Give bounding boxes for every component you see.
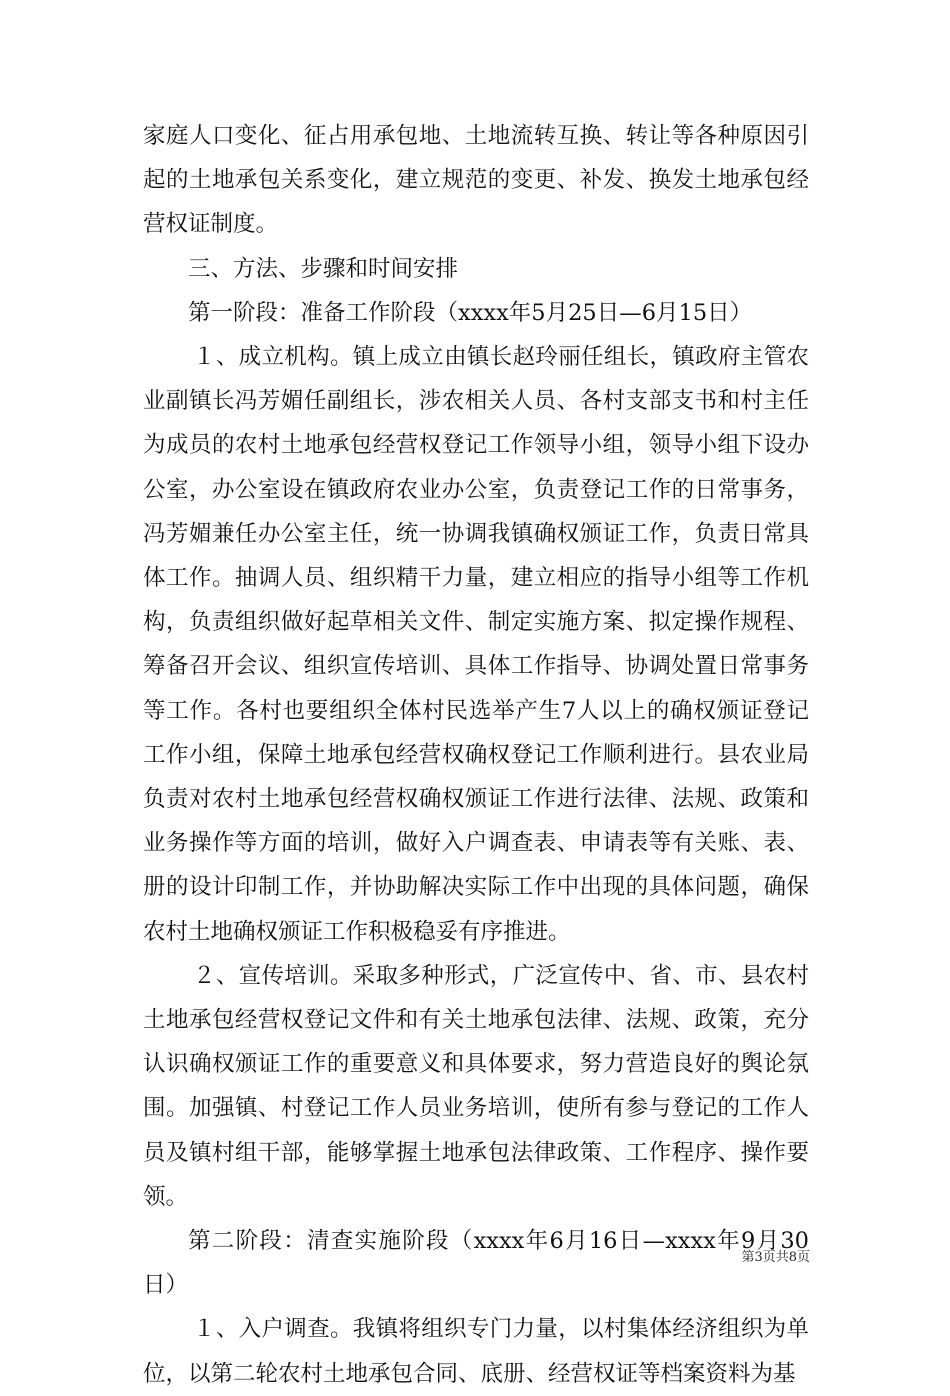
paragraph-establish-organization: １、成立机构。镇上成立由镇长赵玲丽任组长，镇政府主管农业副镇长冯芳媚任副组长，涉农相关人员、各村支部支书和村主任为成员的农村土地承包经营权登记工作领导小组，领导小组下设办公室，办公室设在镇政府农业办公室，负责登记工作的日常事务，冯芳媚兼任办公室主任，统一协调我镇确权颁证工作，负责日常具体工作。抽调人员、组织精干力量，建立相应的指导小组等工作机构，负责组织做好起草相关文件、制定实施方案、拟定操作规程、筹备召开会议、组织宣传培训、具体工作指导、协调处置日常事务等工作。各村也要组织全体村民选举产生7人以上的确权颁证登记工作小组，保障土地承包经营权确权登记工作顺利进行。县农业局负责对农村土地承包经营权确权颁证工作进行法律、法规、政策和业务操作等方面的培训，做好入户调查表、申请表等有关账、表、册的设计印制工作，并协助解决实际工作中出现的具体问题，确保农村土地确权颁证工作积极稳妥有序推进。	[143, 344, 809, 945]
paragraph-publicity-training: ２、宣传培训。采取多种形式，广泛宣传中、省、市、县农村土地承包经营权登记文件和有关土地承包法律、法规、政策，充分认识确权颁证工作的重要意义和具体要求，努力营造良好的舆论氛围。加强镇、村登记工作人员业务培训，使所有参与登记的工作人员及镇村组干部，能够掌握土地承包法律政策、工作程序、操作要领。	[143, 962, 809, 1210]
paragraph-household-survey: １、入户调查。我镇将组织专门力量，以村集体经济组织为单位，以第二轮农村土地承包合同、底册、经营权证等档案资料为基	[143, 1316, 809, 1387]
stage-one-heading: 第一阶段：准备工作阶段（xxxx年5月25日—6月15日）	[188, 299, 753, 326]
paragraph-continuation: 家庭人口变化、征占用承包地、土地流转互换、转让等各种原因引起的土地承包关系变化，建立规范的变更、补发、换发土地承包经营权证制度。	[143, 123, 809, 238]
page-number-footer: 第3页共8页	[741, 1250, 810, 1265]
section-heading: 三、方法、步骤和时间安排	[188, 255, 459, 282]
document-body	[143, 114, 809, 1396]
stage-two-heading: 第二阶段：清查实施阶段（xxxx年6月16日—xxxx年9月30日）	[143, 1228, 809, 1299]
